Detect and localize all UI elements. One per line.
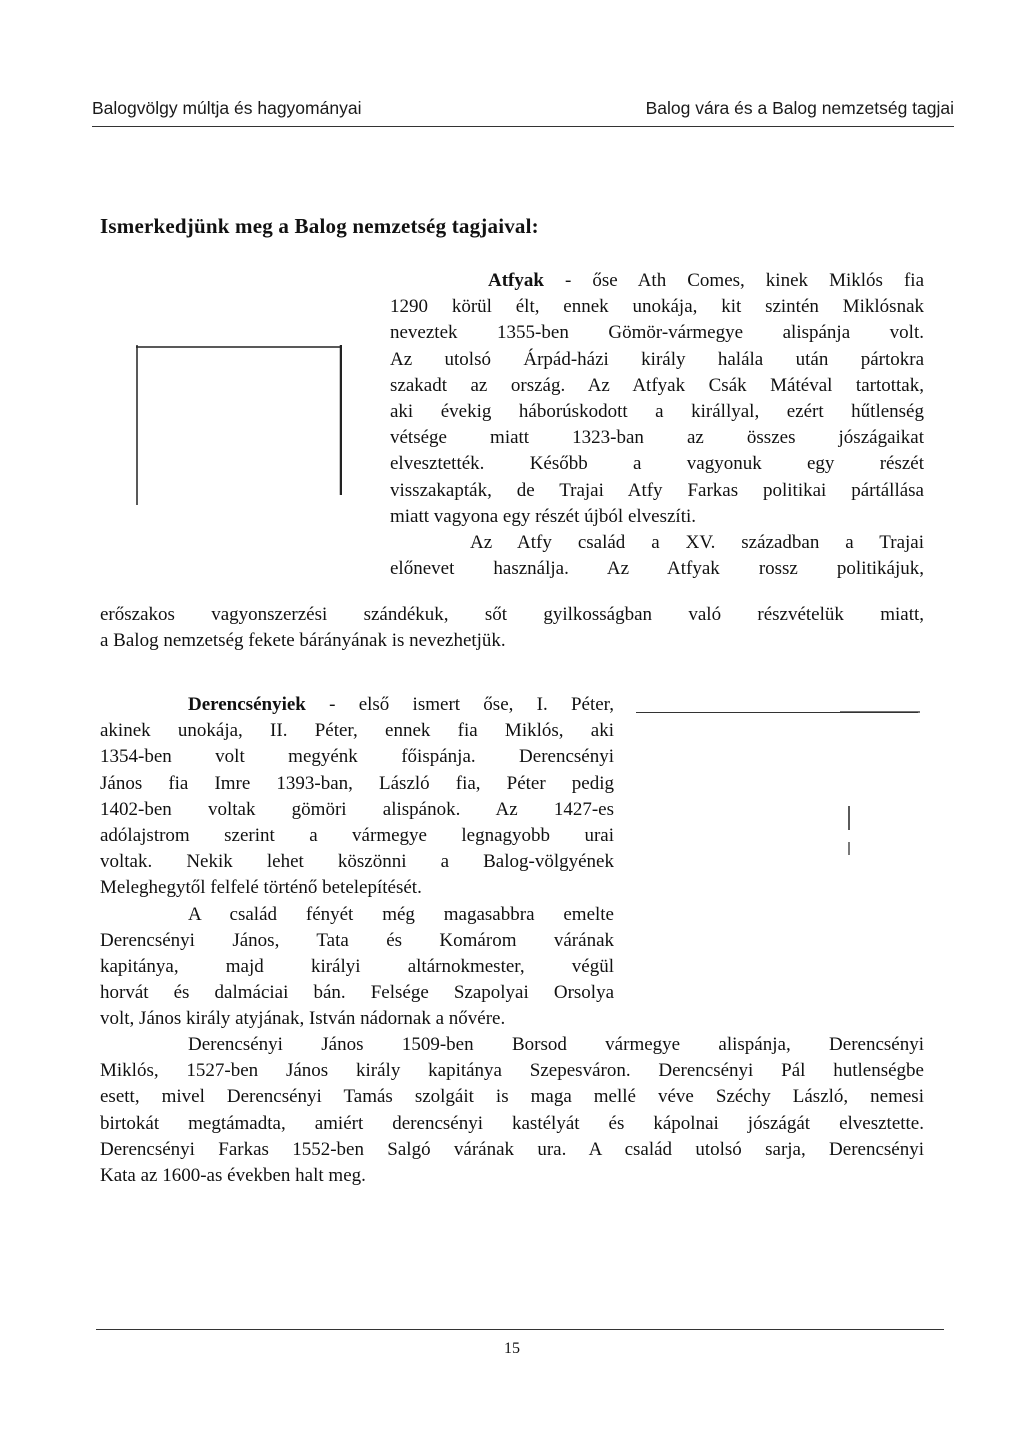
atfyak-wide-line-1: a Balog nemzetség fekete bárányának is nevezhetjük. bbox=[100, 630, 506, 652]
der-wide-line-2: esett, mivel Derencsényi Tamás szolgáit is maga mellé véve Széchy László, nemesi bbox=[100, 1086, 924, 1108]
der-line-11: horvát és dalmáciai bán. Felsége Szapolyai Orsolya bbox=[100, 982, 614, 1004]
der-line-0: Derencsényiek - első ismert őse, I. Péter, bbox=[188, 694, 614, 715]
der-line-1: akinek unokája, II. Péter, ennek fia Miklós, aki bbox=[100, 720, 614, 742]
der-wide-line-0: Derencsényi János 1509-ben Borsod vármegye alispánja, Derencsényi bbox=[188, 1034, 924, 1055]
atfyak-line-7: elvesztették. Később a vagyonuk egy részét bbox=[390, 453, 924, 475]
atfyak-wide-line-0: erőszakos vagyonszerzési szándékuk, sőt gyilkosságban való részvételük miatt, bbox=[100, 604, 924, 625]
atfyak-line-3: Az utolsó Árpád-házi király halála után pártokra bbox=[390, 348, 924, 370]
der-line-12: volt, János király atyjának, István nádornak a nővére. bbox=[100, 1008, 506, 1030]
der-line-2: 1354-ben volt megyénk főispánja. Derencsényi bbox=[100, 746, 614, 768]
atfyak-line-11: előnevet használja. Az Atfyak rossz politikájuk, bbox=[390, 558, 924, 580]
der-line-4: 1402-ben voltak gömöri alispánok. Az 1427-es bbox=[100, 798, 614, 820]
footer-rule bbox=[96, 1329, 944, 1330]
image-frame-derencsenyiek bbox=[840, 710, 930, 860]
image-frame-atfyak bbox=[136, 345, 342, 505]
der-wide-line-5: Kata az 1600-as években halt meg. bbox=[100, 1165, 366, 1187]
atfyak-line-5: aki évekig háborúskodott a királlyal, ezért hűtlenség bbox=[390, 401, 924, 423]
atfyak-line-4: szakadt az ország. Az Atfyak Csák Mátéval tartottak, bbox=[390, 374, 924, 396]
atfyak-paragraph-wide bbox=[100, 602, 924, 654]
derencsenyiek-paragraph bbox=[100, 692, 614, 1033]
der-line-10: kapitánya, majd királyi altárnokmester, végül bbox=[100, 956, 614, 978]
atfyak-name: Atfyak bbox=[488, 270, 544, 291]
atfyak-line-10: Az Atfy család a XV. században a Trajai bbox=[470, 532, 924, 554]
der-wide-line-3: birtokát megtámadta, amiért derencsényi kastélyát és kápolnai jószágát elvesztette. bbox=[100, 1112, 924, 1134]
atfyak-line-0: Atfyak - őse Ath Comes, kinek Miklós fia bbox=[488, 270, 924, 291]
atfyak-paragraph bbox=[390, 268, 924, 582]
atfyak-line-8: visszakapták, de Trajai Atfy Farkas politikai pártállása bbox=[390, 479, 924, 501]
der-line-8: A család fényét még magasabbra emelte bbox=[188, 903, 614, 925]
der-line-5: adólajstrom szerint a vármegye legnagyobb urai bbox=[100, 825, 614, 847]
header-rule bbox=[92, 126, 954, 127]
atfyak-line-9: miatt vagyona egy részét újból elveszíti. bbox=[390, 505, 697, 527]
section-heading: Ismerkedjünk meg a Balog nemzetség tagjaival: bbox=[100, 214, 539, 238]
der-line-9: Derencsényi János, Tata és Komárom várának bbox=[100, 929, 614, 951]
page-number: 15 bbox=[504, 1340, 520, 1357]
der-line-6: voltak. Nekik lehet köszönni a Balog-völgyének bbox=[100, 851, 614, 873]
atfyak-line-1: 1290 körül élt, ennek unokája, kit szintén Miklósnak bbox=[390, 296, 924, 318]
running-header-right: Balog vára és a Balog nemzetség tagjai bbox=[645, 98, 954, 118]
derencsenyiek-name: Derencsényiek bbox=[188, 694, 306, 715]
atfyak-line-2: neveztek 1355-ben Gömör-vármegye alispánja volt. bbox=[390, 322, 924, 344]
der-line-3: János fia Imre 1393-ban, László fia, Péter pedig bbox=[100, 772, 614, 794]
frame2-top-rule bbox=[636, 712, 918, 713]
running-header-left: Balogvölgy múltja és hagyományai bbox=[92, 98, 362, 118]
der-line-7: Meleghegytől felfelé történő betelepítését. bbox=[100, 877, 422, 899]
atfyak-line-6: vétsége miatt 1323-ban az összes jószágaikat bbox=[390, 427, 924, 449]
derencsenyiek-paragraph-wide bbox=[100, 1032, 924, 1189]
der-wide-line-4: Derencsényi Farkas 1552-ben Salgó várának ura. A család utolsó sarja, Derencsényi bbox=[100, 1138, 924, 1160]
der-wide-line-1: Miklós, 1527-ben János király kapitánya Szepesváron. Derencsényi Pál hutlenségbe bbox=[100, 1060, 924, 1082]
